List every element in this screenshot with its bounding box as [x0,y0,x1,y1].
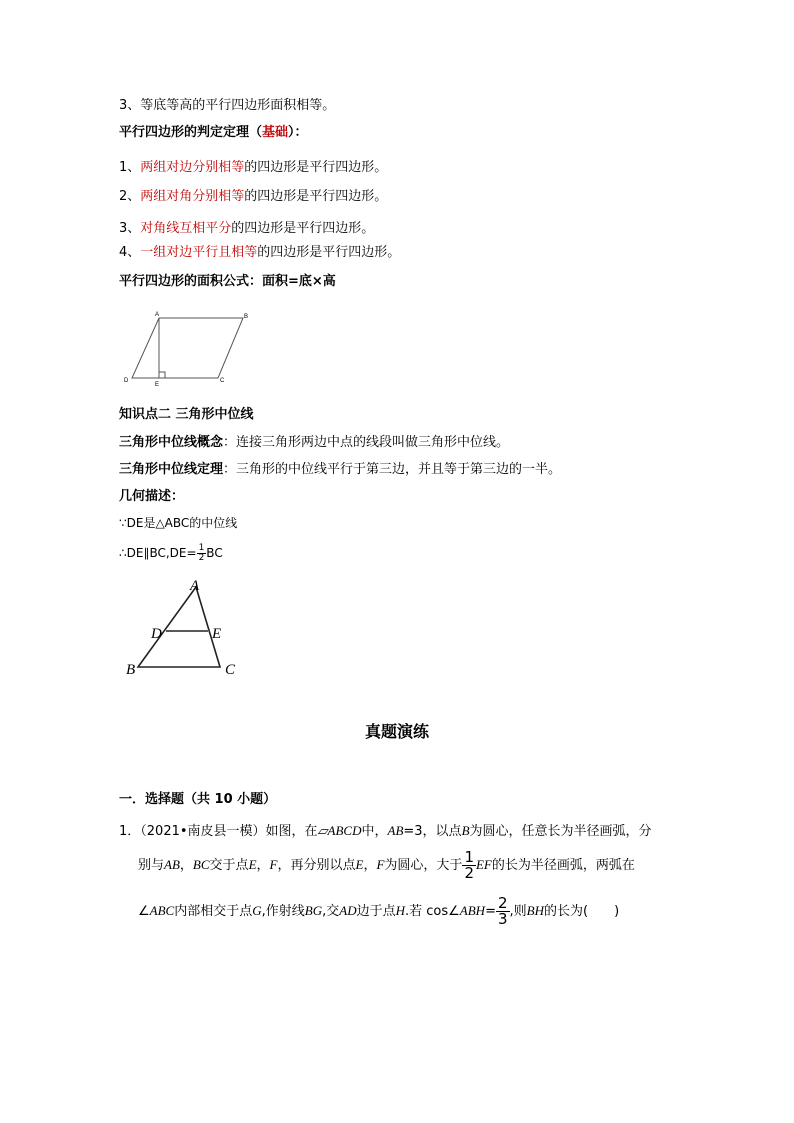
therefore-text: ∴DE∥BC,DE= [119,546,197,560]
median-concept-label: 三角形中位线概念 [119,435,224,450]
q1-text: 别与 [138,858,165,873]
q1-text: ，再分别以点 [277,858,356,873]
q1-text: 交于点 [209,858,249,873]
because-statement: ∵DE是△ABC的中位线 [119,516,238,530]
q1-text: 为圆心，大于 [384,858,463,873]
therefore-statement [119,543,223,563]
q1-text: ， [363,858,377,873]
q1-math: EF [475,857,492,872]
q1-math: H [395,903,405,918]
fraction-denominator: 3 [497,910,508,928]
q1-math: AB [387,823,404,838]
fraction-numerator: 2 [497,894,508,912]
parallelogram-label-c: C [220,378,225,384]
q1-math: E [248,857,257,872]
triangle-label-d: D [151,626,162,642]
median-theorem [119,460,561,480]
fraction-two-thirds [496,896,510,927]
fraction-one-half [462,850,476,881]
knowledge-point-title: 知识点二 三角形中位线 [119,407,254,422]
triangle-label-c: C [225,662,236,678]
median-theorem-text: ：三角形的中位线平行于第三边，并且等于第三边的一半。 [223,462,562,477]
judgement-item [119,219,374,239]
q1-text: ,则 [509,904,527,919]
geometry-description-label: 几何描述： [119,489,185,504]
q1-text: 内部相交于点 [174,904,253,919]
judgement-item-highlight: 两组对边分别相等 [140,160,245,175]
triangle-label-b: B [126,662,136,678]
fraction-half [197,544,207,563]
q1-math: BH [526,903,545,918]
judgement-item-number: 4、 [119,245,141,260]
right-angle-mark [159,372,165,378]
q1-text: = [485,904,496,919]
median-concept-text: ：连接三角形两边中点的线段叫做三角形中位线。 [223,435,510,450]
q1-text: =3，以点 [403,824,462,839]
q1-text: 的长为( ) [544,904,620,919]
area-formula: 平行四边形的面积公式：面积=底×高 [119,274,336,289]
section-heading: 一．选择题（共 10 小题） [119,792,277,807]
judgement-item-text: 的四边形是平行四边形。 [244,160,388,175]
q1-text: 边于点 [356,904,396,919]
triangle-label-e: E [212,626,222,642]
q1-math: BC [192,857,210,872]
q1-math: G [252,903,262,918]
median-concept [119,433,509,453]
q1-text: ∠ [138,904,150,919]
q1-text: ， [179,858,193,873]
q1-math: AB [164,857,180,872]
parallelogram-label-d: D [124,378,129,384]
q1-math: F [269,857,278,872]
judgement-heading-pre: 平行四边形的判定定理（ [119,125,263,140]
judgement-item-highlight: 一组对边平行且相等 [140,245,258,260]
triangle-figure [122,575,247,685]
practice-title: 真题演练 [364,722,429,741]
judgement-item-highlight: 对角线互相平分 [140,221,232,236]
q1-math: AD [339,903,357,918]
question-1-line-1 [119,821,652,842]
q1-math: ▱ABCD [317,823,362,838]
judgement-item-number: 3、 [119,221,141,236]
q1-text: 1．（2021•南皮县一模）如图，在 [119,824,318,839]
judgement-item-text: 的四边形是平行四边形。 [231,221,375,236]
q1-text: .若 cos∠ [405,904,460,919]
judgement-item-highlight: 两组对角分别相等 [140,189,245,204]
q1-math: ABC [149,903,175,918]
parallelogram-label-b: B [244,314,249,320]
therefore-text-end: BC [206,546,223,560]
q1-text: ,作射线 [261,904,305,919]
judgement-item-number: 1、 [119,160,141,175]
parallelogram-label-a: A [155,312,160,318]
q1-text: ,交 [322,904,340,919]
q1-text: ， [256,858,270,873]
triangle-label-a: A [190,578,200,594]
parallelogram-outline [132,318,243,378]
judgement-item [119,243,400,263]
fraction-numerator: 1 [464,848,474,866]
judgement-item [119,158,387,178]
parallelogram-figure [118,308,258,388]
q1-math: ABH [459,903,486,918]
q1-math: E [355,857,364,872]
judgement-item-text: 的四边形是平行四边形。 [257,245,401,260]
property-item-3: 3、等底等高的平行四边形面积相等。 [119,98,336,113]
q1-text: 为圆心，任意长为半径画弧，分 [469,824,652,839]
judgement-item-text: 的四边形是平行四边形。 [244,189,388,204]
median-theorem-label: 三角形中位线定理 [119,462,224,477]
judgement-item-number: 2、 [119,189,141,204]
judgement-item [119,187,387,207]
judgement-heading-post: ）： [288,125,308,140]
fraction-denominator: 2 [464,864,474,882]
q1-math: B [461,823,470,838]
judgement-heading-highlight: 基础 [262,125,289,140]
q1-text: 中， [361,824,388,839]
q1-math: F [376,857,385,872]
q1-math: BG [304,903,323,918]
question-1-line-3 [138,896,619,927]
parallelogram-label-e: E [155,382,160,388]
fraction-denominator: 2 [198,553,205,563]
question-1-line-2 [138,850,635,881]
judgement-heading [119,123,308,143]
fraction-numerator: 1 [198,543,205,553]
q1-text: 的长为半径画弧，两弧在 [491,858,635,873]
